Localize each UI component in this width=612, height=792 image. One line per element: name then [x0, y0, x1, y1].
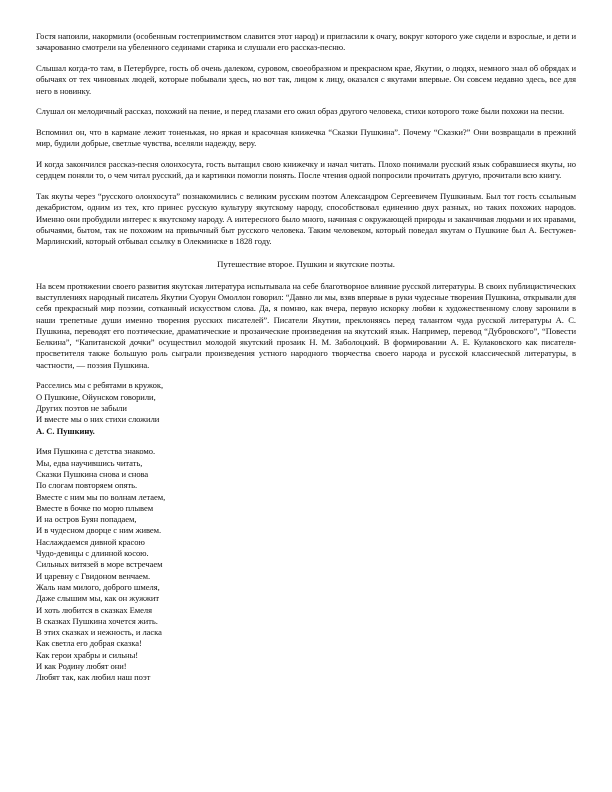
- verse-line: И хоть любится в сказках Емеля: [36, 604, 152, 615]
- verse-line: И вместе мы о них стихи сложили: [36, 414, 160, 425]
- verse-line: Как герои храбры и сильны!: [36, 649, 139, 660]
- body-part-2: [36, 281, 576, 371]
- verse-line: Жаль нам милого, доброго шмеля,: [36, 581, 160, 592]
- body-part-1: [36, 31, 576, 247]
- verse-line: Других поэтов не забыли: [36, 403, 127, 414]
- verse-line: Как светла его добрая сказка!: [36, 638, 142, 649]
- verse-line: Чудо-девицы с длинной косою.: [36, 548, 149, 559]
- section-heading: Путешествие второе. Пушкин и якутские поэты.: [217, 259, 395, 270]
- poem-dedication: А. С. Пушкину.: [36, 425, 95, 436]
- verse-line: Наслаждаемся дивной красою: [36, 536, 145, 547]
- paragraph: Вспомнил он, что в кармане лежит тоненькая, но яркая и красочная книжечка “Сказки Пушкина”. Почему “Сказки?” Они возвращали в прежний мир, будили добрые, светлые чувства, вселяли надежду, веру.: [36, 126, 576, 149]
- poem-intro-stanza: [36, 380, 576, 436]
- verse-line: Расселись мы с ребятами в кружок,: [36, 380, 164, 391]
- verse-line: В этих сказках и нежность, и ласка: [36, 627, 162, 638]
- verse-line: И на остров Буян попадаем,: [36, 514, 137, 525]
- paragraph: Так якуты через “русского олонхосута” познакомились с великим русским поэтом Александром Сергеевичем Пушкиным. Был тот гость ссыльным декабристом, одним из тех, кто принес русскую культуру якутскому народу, способствовал единению двух разных, но таких похожих народов. Именно они пробудили интерес к якутскому народу. А интересного было много, начиная с окружающей природы и заканчивая людьми и их нравами, обычаями, бытом, так не похожим на привычный быт русского человека. Таким человеком, который поведал якутам о Пушкине был А. Бестужев-Марлинский, который отбывал ссылку в Олекминске в 1828 году.: [36, 190, 576, 247]
- verse-line: Даже слышим мы, как он жужжит: [36, 593, 160, 604]
- paragraph: Гостя напоили, накормили (особенным гостеприимством славится этот народ) и пригласили к очагу, вокруг которого уже сидели и взрослые, и дети и зачарованно смотрели на убеленного сединами старика и слушали его рассказ-песню.: [36, 31, 576, 53]
- verse-line: И как Родину любят они!: [36, 660, 127, 671]
- verse-line: Сильных витязей в море встречаем: [36, 559, 163, 570]
- verse-line: О Пушкине, Ойунском говорили,: [36, 391, 156, 402]
- verse-line: Вместе в бочке по морю плывем: [36, 502, 154, 513]
- document-page: [36, 31, 576, 693]
- verse-line: Мы, едва научившись читать,: [36, 457, 143, 468]
- paragraph: На всем протяжении своего развития якутская литература испытывала на себе благотворное влияние русской литературы. В своих публицистических выступлениях народный писатель Якутии Суорун Омоллон говорил: “Давно ли мы, взяв впервые в руки чудесные творения Пушкина, открывали для себя прекрасный мир поэзии, сотканный искусством слова. Да, я помню, как вчера, первую искорку любви к художественному слову заронили в наши трепетные души именно творения русских писателей”. Писатели Якутии, преклоняясь перед талантом чуда русской литературы А. С. Пушкина, переводят его поэтические, драматические и прозаические произведения на якутский язык. Например, перевод “Дубровского”, “Повести Белкина”, “Капитанской дочки” осуществил молодой якутский прозаик Н. М. Заболоцкий. В формировании А. Е. Кулаковского как писателя-просветителя также большую роль сыграли произведения устного народного творчества своего народа и русской классической литературы, в частности, — поэзия Пушкина.: [36, 280, 576, 370]
- paragraph: Слышал когда-то там, в Петербурге, гость об очень далеком, суровом, своеобразном и прекрасном крае, Якутии, о людях, немного знал об обрядах и обычаях от тех чиновных людей, которые побывали здесь, но вот так, лицом к лицу, оказался с якутами впервые. Он совсем недавно здесь, все для него в новинку.: [36, 62, 576, 96]
- poem-stanza: [36, 446, 576, 683]
- paragraph: Слушал он мелодичный рассказ, похожий на пение, и перед глазами его ожил образ другого человека, стихи которого тоже были похожи на песни.: [36, 106, 565, 117]
- paragraph: И когда закончился рассказ-песня олонхосута, гость вытащил свою книжечку и начал читать. Плохо понимали русский язык собравшиеся якуты, но сердцем поняли то, о чем читал русский, да и картинки помогли понять. После чтения одной попросили прочитать другую, прочитали всю книгу.: [36, 158, 576, 181]
- verse-line: И царевну с Гвидоном венчаем.: [36, 570, 151, 581]
- verse-line: Вместе с ним мы по волнам летаем,: [36, 491, 166, 502]
- verse-line: Любят так, как любил наш поэт: [36, 672, 151, 683]
- verse-line: Имя Пушкина с детства знакомо.: [36, 446, 156, 457]
- verse-line: В сказках Пушкина хочется жить.: [36, 615, 158, 626]
- verse-line: И в чудесном дворце с ним живем.: [36, 525, 162, 536]
- verse-line: По слогам повторяем опять.: [36, 480, 138, 491]
- verse-line: Сказки Пушкина снова и снова: [36, 468, 149, 479]
